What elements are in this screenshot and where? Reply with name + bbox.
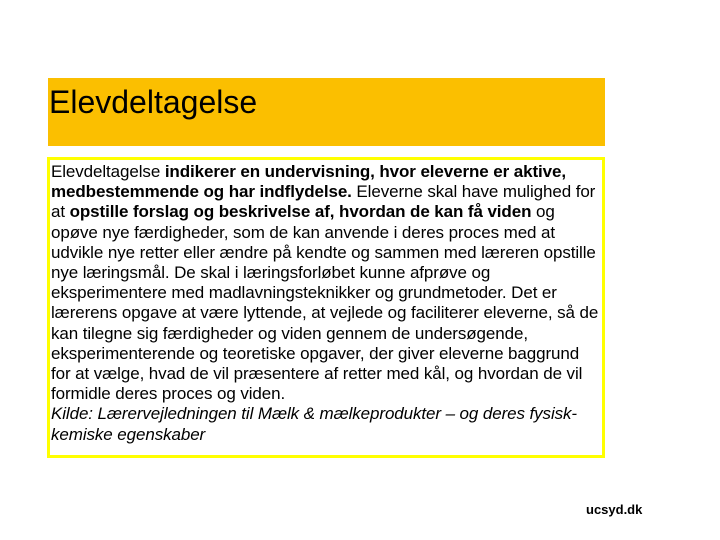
body-text-plain-1: Eleverne skal have mulighed for at: [51, 182, 596, 222]
body-paragraph: [51, 162, 602, 445]
body-text-lead: Elevdeltagelse: [51, 162, 165, 181]
body-text-bold-1: indikerer en undervisning, hvor eleverne er aktive, medbestemmende og har indflydelse.: [51, 162, 566, 202]
slide-title: Elevdeltagelse: [49, 84, 258, 120]
ucsyd-logo: ucsyd.dk: [586, 502, 643, 517]
body-text-plain-2: og opøve nye færdigheder, som de kan anvende i deres proces med at udvikle nye retter eller ændre på kendte og sammen med læreren opstille nye læringsmål. De skal i læringsforløbet kunne afprøve og eksperimentere med madlavningsteknikker og grundmetoder. Det er lærerens opgave at være lyttende, at vejlede og faciliterer eleverne, så de kan tilegne sig færdigheder og viden gennem de undersøgende, eksperimenterende og teoretiske opgaver, der giver eleverne baggrund for at vælge, hvad de vil præsentere af retter med kål, og hvordan de vil formidle deres proces og viden.: [51, 202, 599, 404]
title-bar: [48, 78, 605, 146]
content-box: [47, 157, 605, 458]
source-citation: Kilde: Lærervejledningen til Mælk & mælkeprodukter – og deres fysisk-kemiske egenskaber: [51, 404, 577, 444]
body-text-bold-2: opstille forslag og beskrivelse af, hvordan de kan få viden: [69, 202, 532, 222]
